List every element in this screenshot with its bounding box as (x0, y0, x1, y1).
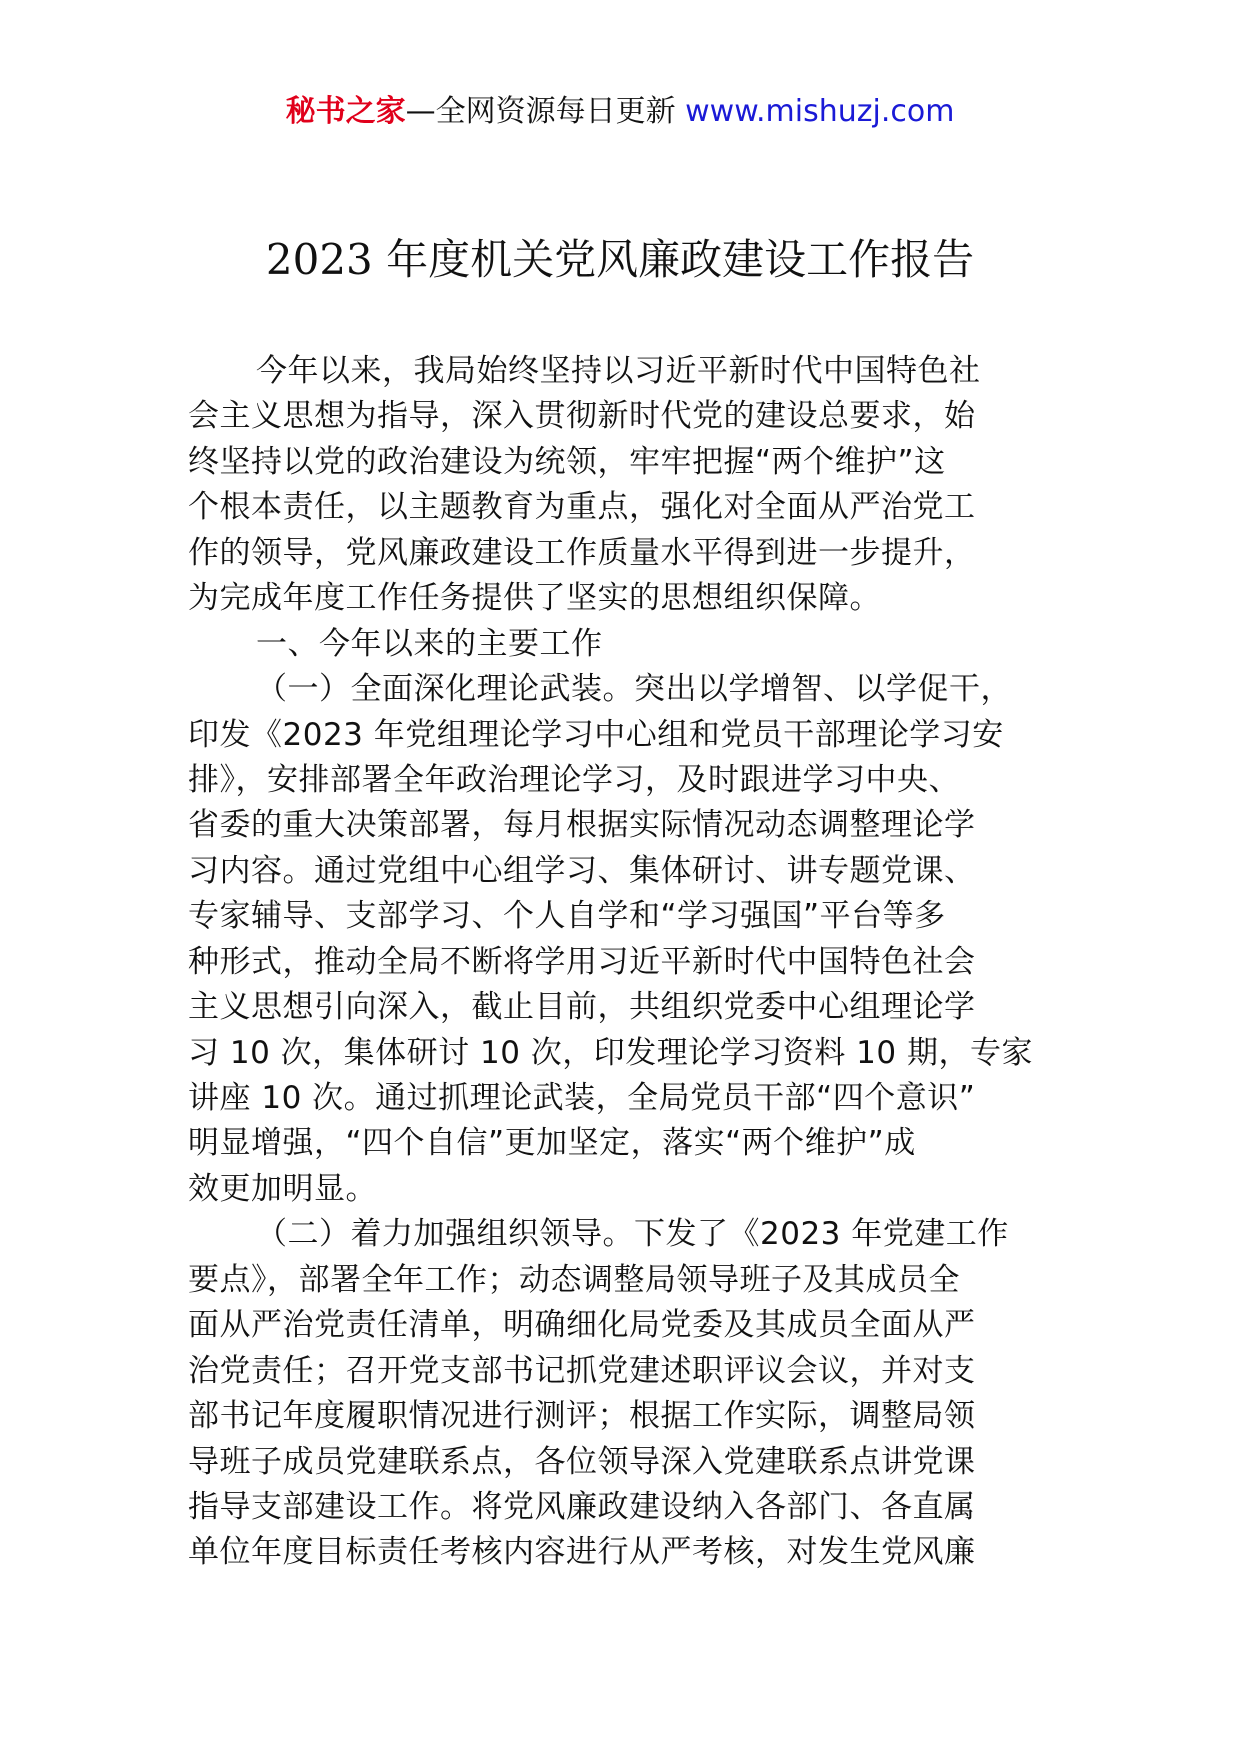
site-tagline: —全网资源每日更新 (405, 94, 686, 129)
body-line: 印发《2023 年党组理论学习中心组和党员干部理论学习安 (188, 716, 1004, 753)
body-line: 种形式，推动全局不断将学用习近平新时代中国特色社会 (188, 943, 976, 980)
document-body (188, 349, 1058, 1576)
body-line: 专家辅导、支部学习、个人自学和“学习强国”平台等多 (188, 898, 946, 935)
body-line: 为完成年度工作任务提供了坚实的思想组织保障。 (188, 580, 881, 617)
body-line: 指导支部建设工作。将党风廉政建设纳入各部门、各直属 (188, 1488, 976, 1525)
site-url-link[interactable]: www.mishuzj.com (685, 94, 955, 129)
body-line: （一）全面深化理论武装。突出以学增智、以学促干， (256, 671, 1012, 708)
body-line: 主义思想引向深入，截止目前，共组织党委中心组理论学 (188, 989, 976, 1026)
body-line: 今年以来，我局始终坚持以习近平新时代中国特色社 (256, 353, 981, 389)
site-header (0, 92, 1240, 132)
body-line: 单位年度目标责任考核内容进行从严考核，对发生党风廉 (188, 1534, 976, 1571)
document-title: 2023 年度机关党风廉政建设工作报告 (265, 235, 975, 284)
site-brand: 秘书之家 (285, 94, 406, 129)
body-line: 导班子成员党建联系点，各位领导深入党建联系点讲党课 (188, 1443, 976, 1480)
body-line: 部书记年度履职情况进行测评；根据工作实际，调整局领 (188, 1398, 976, 1435)
body-line: 面从严治党责任清单，明确细化局党委及其成员全面从严 (188, 1307, 976, 1344)
body-line: 明显增强，“四个自信”更加坚定，落实“两个维护”成 (188, 1125, 916, 1162)
body-line: 省委的重大决策部署，每月根据实际情况动态调整理论学 (188, 807, 976, 844)
body-line: 习内容。通过党组中心组学习、集体研讨、讲专题党课、 (188, 852, 976, 889)
section-heading: 一、今年以来的主要工作 (256, 625, 603, 662)
body-line: 习 10 次，集体研讨 10 次，印发理论学习资料 10 期，专家 (188, 1034, 1033, 1071)
body-line: 治党责任；召开党支部书记抓党建述职评议会议，并对支 (188, 1352, 976, 1389)
body-line: 排》，安排部署全年政治理论学习，及时跟进学习中央、 (188, 761, 960, 798)
body-line: 终坚持以党的政治建设为统领，牢牢把握“两个维护”这 (188, 443, 946, 480)
body-line: （二）着力加强组织领导。下发了《2023 年党建工作 (256, 1216, 1009, 1253)
body-line: 会主义思想为指导，深入贯彻新时代党的建设总要求，始 (188, 398, 976, 435)
body-line: 讲座 10 次。通过抓理论武装，全局党员干部“四个意识” (188, 1080, 976, 1116)
body-line: 作的领导，党风廉政建设工作质量水平得到进一步提升， (188, 534, 976, 571)
body-line: 个根本责任，以主题教育为重点，强化对全面从严治党工 (188, 489, 976, 526)
body-line: 要点》，部署全年工作；动态调整局领导班子及其成员全 (188, 1261, 960, 1298)
body-line: 效更加明显。 (188, 1170, 377, 1207)
